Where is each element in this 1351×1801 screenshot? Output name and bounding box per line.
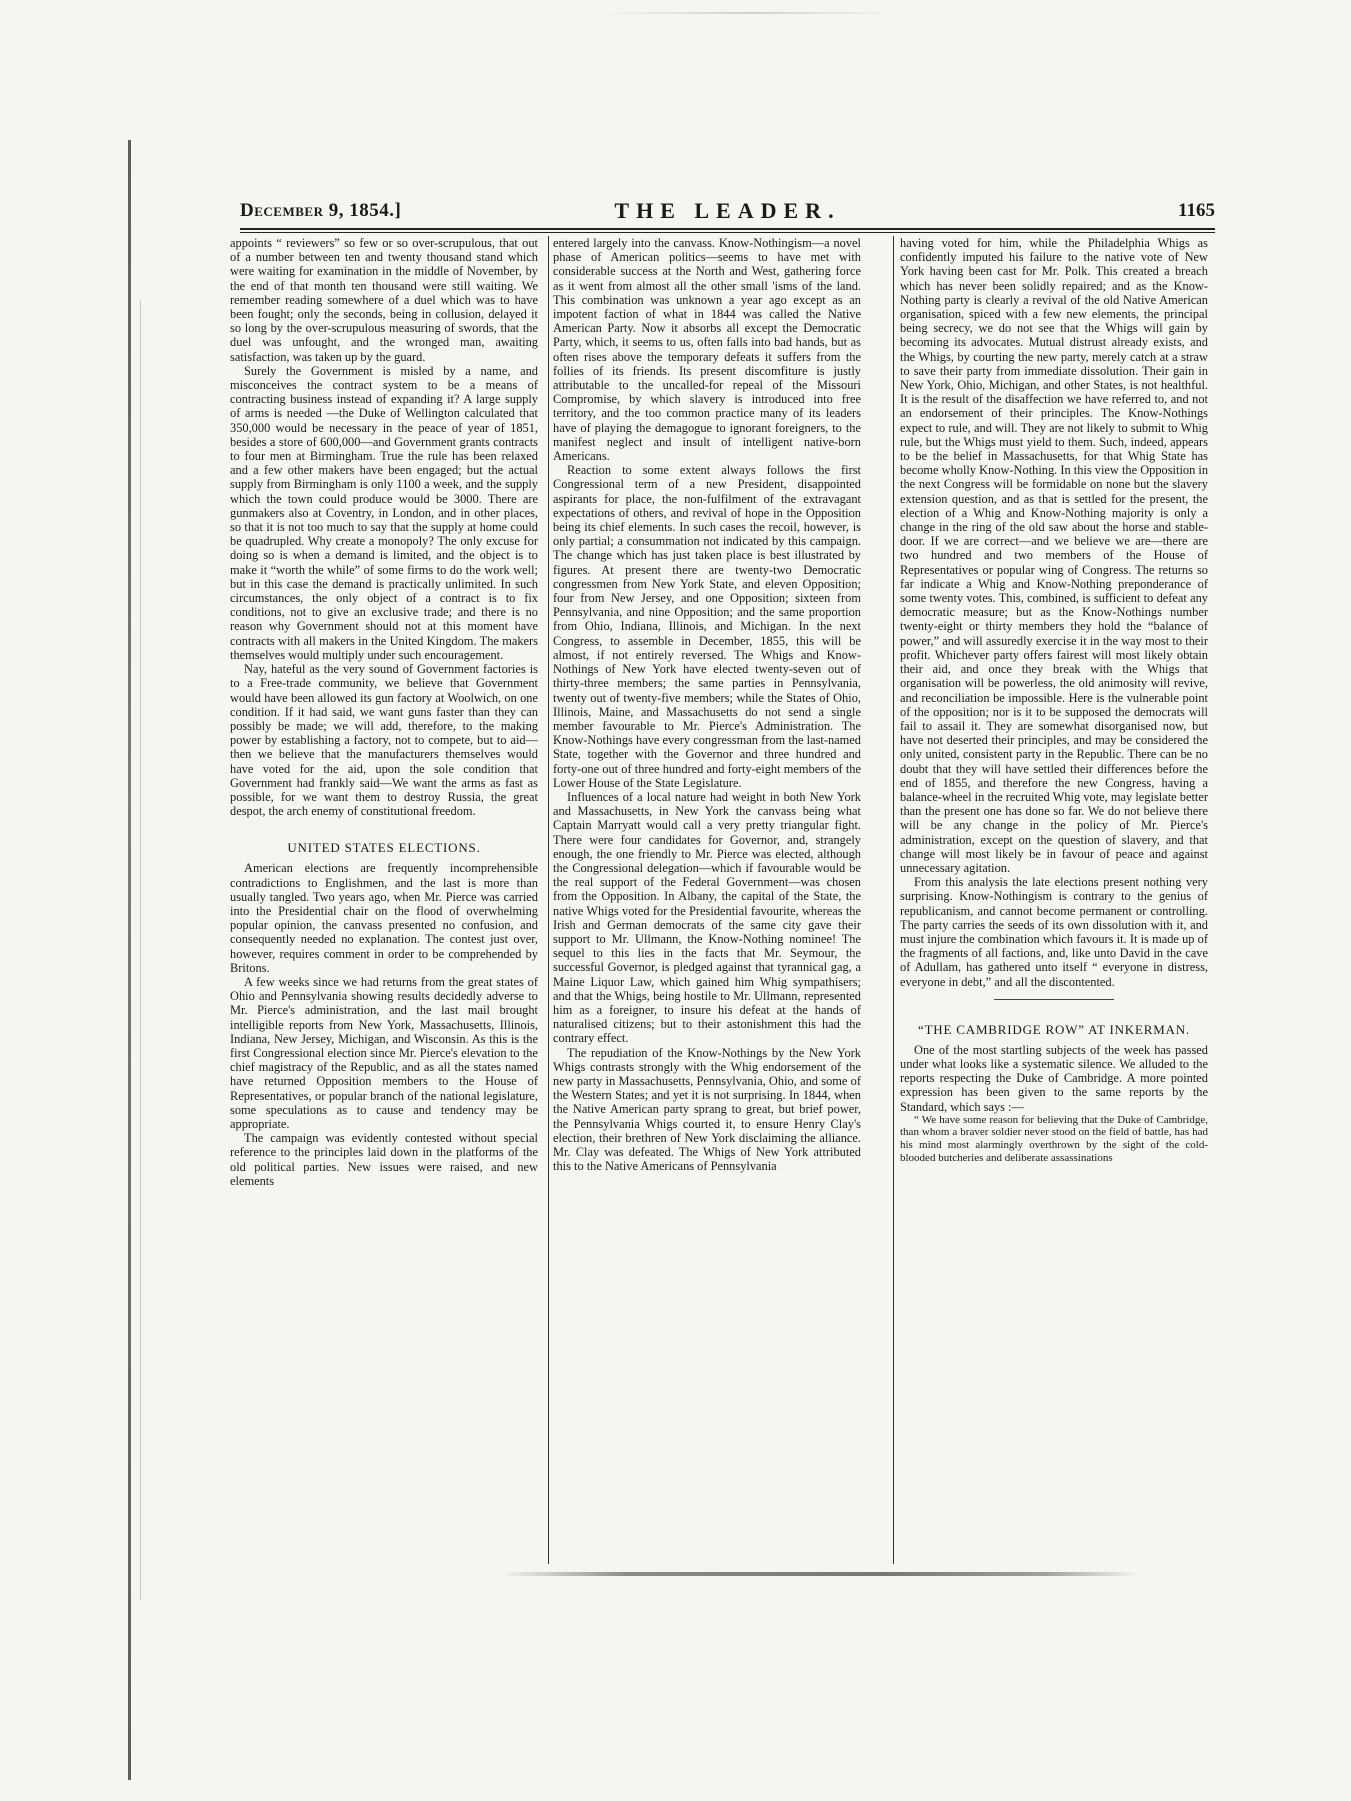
page-binding-shadow bbox=[140, 300, 141, 1600]
paragraph: Influences of a local nature had weight in both New York and Massachusetts, in New York the canvass being what Captain Marryatt would call a very pretty triangular fight. There were four candidates for Governor, and, strangely enough, the one friendly to Mr. Pierce was elected, although the Congressional delegation—which if favourable would be the real support of the Federal Government—was chosen from the Opposition. In Albany, the capital of the State, the native Whigs voted for the Presidential favourite, whereas the Irish and German democrats of the same city gave their support to Mr. Ullmann, the Know-Nothing nominee! The sequel to this lies in the facts that Mr. Seymour, the successful Governor, is pledged against that tyrannical gag, a Maine Liquor Law, which gained him Whig sympathisers; and that the Whigs, being hostile to Mr. Ullmann, represented him as a foreigner, to insure his defeat at the hands of naturalised citizens; but to their astonishment this had the contrary effect. bbox=[553, 789, 861, 1046]
column-1 bbox=[230, 236, 538, 1564]
paragraph: having voted for him, while the Philadelphia Whigs as confidently imputed his failure to the native vote of New York having been cast for Mr. Polk. This created a breach which has never been solidly repaired; and as the Know-Nothing party is clearly a revival of the old Native American organisation, spiced with a few new elements, the principal being secrecy, we do not see that the Whigs will gain by becoming its advocates. Mutual distrust already exists, and the Whigs, by courting the new party, merely catch at a straw to save their party from immediate dissolution. Their gain in New York, Ohio, Michigan, and other States, is not healthful. It is the result of the disaffection we have referred to, and not an endorsement of their principles. The Know-Nothings expect to rule, and will. They are not likely to submit to Whig rule, but the Whigs must yield to them. Such, indeed, appears to be the belief in Massachusetts, for that Whig State has become wholly Know-Nothing. In this view the Opposition in the next Congress will be formidable on none but the slavery extension question, and as that is settled for the present, the election of a Whig and Know-Nothing majority is only a change in the ring of the old saw about the horse and stable-door. If we are correct—and we believe we are—there are two hundred and two members of the House of Representatives or popular wing of Congress. The returns so far indicate a Whig and Know-Nothing preponderance of some twenty votes. This, combined, is sufficient to defeat any democratic measure; but as the Know-Nothings number twenty-eight or thirty members they hold the “balance of power,” and will assuredly exercise it in the way most to their profit. Whichever party offers fairest will most likely obtain their aid, and once they break with the Whigs that organisation will be powerless, the old animosity will revive, and reconciliation be impossible. Here is the vulnerable point of the opposition; nor is it to be supposed the democrats will fail to assail it. They are somewhat disorganised now, but have not deserted their principles, and may be considered the only united, consistent party in the Republic. There can be no doubt that they will have settled their differences before the end of 1855, and therefore the new Congress, having a balance-wheel in the recruited Whig vote, may legislate better than the present one has done so far. We do not believe there will be any change in the policy of Mr. Pierce's administration, except on the question of slavery, and that change will most likely be in favour of peace and against unnecessary agitation. bbox=[900, 236, 1208, 875]
header-rule bbox=[240, 228, 1215, 233]
paragraph: American elections are frequently incomprehensible contradictions to Englishmen, and the last is more than usually tangled. Two years ago, when Mr. Pierce was carried into the Presidential chair on the flood of overwhelming popular opinion, the canvass presented no confusion, and consequently needed no explanation. The contest just over, however, requires comment in order to be comprehended by Britons. bbox=[230, 861, 538, 975]
column-divider bbox=[893, 236, 894, 1564]
block-quote: “ We have some reason for believing that the Duke of Cambridge, than whom a braver soldier never stood on the field of battle, has had his mind most alarmingly overthrown by the sight of the cold-blooded butcheries and deliberate assassinations bbox=[900, 1113, 1208, 1164]
paragraph: entered largely into the canvass. Know-Nothingism—a novel phase of American politics—seems to have met with considerable success at the North and West, gathering force as it went from almost all the other small 'isms of the land. This combination was unknown a year ago except as an impotent faction of what in 1844 was called the Native American Party. Now it absorbs all except the Democratic Party, which, it seems to us, often falls into bad hands, but as often rises above the temporary defeats it suffers from the follies of its friends. Its present discomfiture is justly attributable to the uncalled-for repeal of the Missouri Compromise, by which slavery is introduced into free territory, and the too common practice many of its leaders have of playing the demagogue to ignorant foreigners, to the manifest neglect and insult of intelligent native-born Americans. bbox=[553, 236, 861, 464]
scan-artifact-bottom bbox=[500, 1572, 1140, 1576]
page-number: 1165 bbox=[1178, 200, 1215, 221]
paragraph: Surely the Government is misled by a name, and misconceives the contract system to be a means of contracting business instead of expanding it? A large supply of arms is needed —the Duke of Wellington calculated that 350,000 would be necessary in the peace of year of 1851, besides a store of 600,000—and Government grants contracts to four men at Birmingham. True the rule has been relaxed and a few other makers have been engaged; but the actual supply from Birmingham is only 1100 a week, and the supply which the town could produce would be 3000. There are gunmakers also at Coventry, in London, and in other places, so that it is not too much to say that the supply at home could be quadrupled. Why create a monopoly? The only excuse for doing so is when a demand is limited, and the object is to make it “worth the while” of some firms to do the work well; but in this case the demand is practically unlimited. In such circumstances, the only object of a contract is to fix conditions, not to give an exclusive trade; and there is no reason why Government should not at this moment have contracts with all makers in the United Kingdom. The makers themselves would multiply under such encouragement. bbox=[230, 363, 538, 662]
masthead bbox=[240, 198, 1215, 228]
section-separator bbox=[994, 999, 1114, 1000]
article-heading-us-elections: UNITED STATES ELECTIONS. bbox=[287, 840, 481, 856]
paragraph: The campaign was evidently contested without special reference to the principles laid down in the platforms of the old political parties. New issues were raised, and new elements bbox=[230, 1131, 538, 1188]
column-3 bbox=[900, 236, 1208, 1564]
article-heading-cambridge-row: “THE CAMBRIDGE ROW” AT INKERMAN. bbox=[918, 1021, 1190, 1037]
paragraph: Nay, hateful as the very sound of Government factories is to a Free-trade community, we believe that Government would have been allowed its gun factory at Woolwich, on one condition. If it had said, we want guns faster than they can possibly be made; we will add, therefore, to the making power by establishing a factory, not to compete, but to aid—then we believe that the manufacturers themselves would have voted for the aid, upon the sole condition that Government had frankly said—We want the arms as fast as possible, for we want them to destroy Russia, the great despot, the arch enemy of constitutional freedom. bbox=[230, 662, 538, 819]
scan-artifact-top bbox=[600, 12, 900, 14]
paragraph: The repudiation of the Know-Nothings by the New York Whigs contrasts strongly with the Whig endorsement of the new party in Massachusetts, Pennsylvania, Ohio, and some of the Western States; and yet it is not surprising. In 1844, when the Native American party sprang to great, but brief power, the Pennsylvania Whigs courted it, to ensure Henry Clay's election, their brethren of New York disclaiming the alliance. Mr. Clay was defeated. The Whigs of New York attributed this to the Native Americans of Pennsylvania bbox=[553, 1045, 861, 1174]
issue-date: December 9, 1854.] bbox=[240, 200, 402, 221]
paragraph: Reaction to some extent always follows the first Congressional term of a new President, disappointed aspirants for place, the non-fulfilment of the extravagant expectations of others, and revival of hope in the Opposition being its chief elements. In such cases the recoil, however, is only partial; a consummation not indicated by this campaign. The change which has just taken place is best illustrated by figures. At present there are twenty-two Democratic congressmen from New York State, and eleven Opposition; four from New Jersey, and one Opposition; sixteen from Pennsylvania, and nine Opposition; and the same proportion from Ohio, Indiana, Illinois, and Michigan. In the next Congress, to assemble in December, 1855, this will be almost, if not entirely reversed. The Whigs and Know-Nothings of New York have elected twenty-seven out of thirty-three members; the same parties in Pennsylvania, twenty out of twenty-five members; while the States of Ohio, Illinois, Maine, and Massachusetts do not send a single member favourable to Mr. Pierce's Administration. The Know-Nothings have every congressman from the last-named State, together with the Governor and three hundred and forty-one out of three hundred and forty-eight members of the Lower House of the State Legislature. bbox=[553, 463, 861, 790]
column-2 bbox=[553, 236, 861, 1564]
paragraph: appoints “ reviewers” so few or so over-scrupulous, that out of a number between ten and twenty thousand stand which were waiting for examination in the middle of November, by the end of that month ten thousand were still waiting. We remember reading somewhere of a duel which was to have been fought; only the seconds, being in collusion, delayed it so long by the over-scrupulous measuring of swords, that the duel was unfought, and the wronged man, awaiting satisfaction, was taken up by the guard. bbox=[230, 236, 538, 364]
newspaper-title: THE LEADER. bbox=[614, 198, 841, 223]
column-divider bbox=[548, 236, 549, 1564]
paragraph: From this analysis the late elections present nothing very surprising. Know-Nothingism is contrary to the genius of republicanism, and cannot become permanent or controlling. The party carries the seeds of its own dissolution with it, and must injure the combination which favours it. It is made up of the fragments of all factions, and, like unto David in the cave of Adullam, has gathered unto itself “ everyone in distress, everyone in debt,” and all the discontented. bbox=[900, 875, 1208, 989]
page-binding-edge bbox=[128, 140, 131, 1780]
paragraph: A few weeks since we had returns from the great states of Ohio and Pennsylvania showing results decidedly adverse to Mr. Pierce's administration, and the last mail brought intelligible reports from New York, Massachusetts, Illinois, Indiana, New Jersey, Michigan, and Wisconsin. As this is the first Congressional election since Mr. Pierce's elevation to the chief magistracy of the Republic, and as all the states named have returned Opposition members to the House of Representatives, or popular branch of the national legislature, some speculations as to cause and tendency may be appropriate. bbox=[230, 974, 538, 1131]
paragraph: One of the most startling subjects of the week has passed under what looks like a systematic silence. We alluded to the reports respecting the Duke of Cambridge. A more pointed expression has been given to the same reports by the Standard, which says :— bbox=[900, 1042, 1208, 1114]
